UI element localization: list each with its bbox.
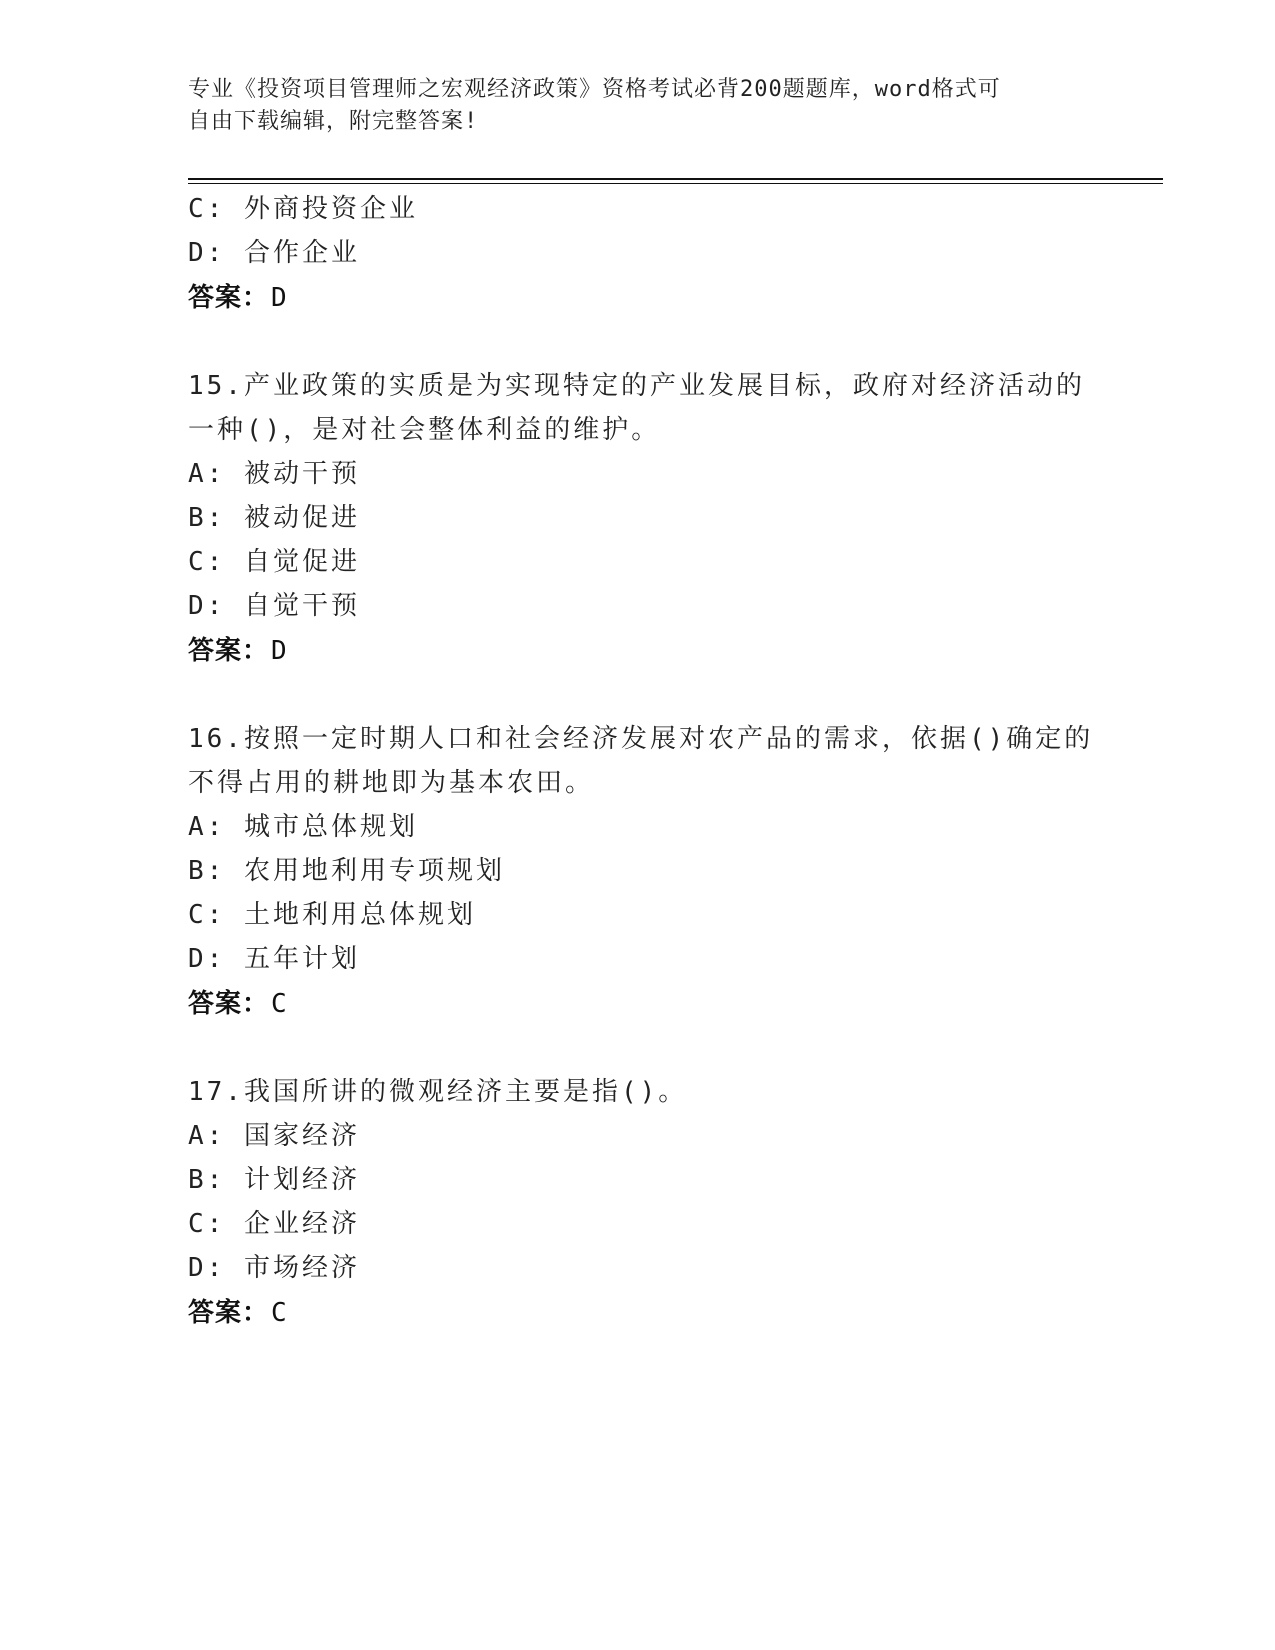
document-header: [188, 74, 1088, 138]
option-key: D:: [188, 591, 226, 621]
option-text: 五年计划: [243, 944, 360, 974]
question-stem: 15.产业政策的实质是为实现特定的产业发展目标，政府对经济活动的: [188, 371, 1085, 401]
answer-value: D: [271, 283, 287, 313]
option-b: [188, 501, 360, 535]
answer-value: C: [271, 989, 287, 1019]
option-b: [188, 854, 505, 888]
question-stem: 17.我国所讲的微观经济主要是指()。: [188, 1077, 688, 1107]
header-divider-thick: [188, 178, 1163, 180]
option-c: [188, 898, 476, 932]
answer-label: 答案：: [188, 283, 270, 313]
option-key: C:: [188, 194, 226, 224]
option-a: [188, 1119, 360, 1153]
option-c: [188, 192, 418, 226]
option-text: 国家经济: [243, 1121, 360, 1151]
answer-line: [188, 281, 287, 315]
option-key: A:: [188, 1121, 226, 1151]
option-text: 合作企业: [243, 238, 360, 268]
option-d: [188, 589, 360, 623]
header-line-1: 专业《投资项目管理师之宏观经济政策》资格考试必背200题题库，word格式可: [188, 77, 1001, 102]
option-text: 外商投资企业: [243, 194, 418, 224]
option-key: C:: [188, 1209, 226, 1239]
option-text: 自觉促进: [243, 547, 360, 577]
answer-label: 答案：: [188, 1298, 270, 1328]
option-key: B:: [188, 1165, 226, 1195]
answer-value: C: [271, 1298, 287, 1328]
header-divider-thin: [188, 183, 1163, 184]
option-key: B:: [188, 856, 226, 886]
option-key: D:: [188, 944, 226, 974]
question-stem: 16.按照一定时期人口和社会经济发展对农产品的需求，依据()确定的: [188, 724, 1094, 754]
option-text: 计划经济: [243, 1165, 360, 1195]
option-key: A:: [188, 459, 226, 489]
option-a: [188, 810, 418, 844]
question-stem-continued: 不得占用的耕地即为基本农田。: [188, 768, 595, 798]
option-key: D:: [188, 1253, 226, 1283]
option-d: [188, 236, 360, 270]
option-text: 土地利用总体规划: [243, 900, 476, 930]
question-stem-continued: 一种()，是对社会整体利益的维护。: [188, 415, 661, 445]
option-text: 自觉干预: [243, 591, 360, 621]
option-key: B:: [188, 503, 226, 533]
option-text: 被动促进: [243, 503, 360, 533]
option-b: [188, 1163, 360, 1197]
option-c: [188, 545, 360, 579]
option-d: [188, 1251, 360, 1285]
answer-line: [188, 1296, 287, 1330]
answer-label: 答案：: [188, 636, 270, 666]
answer-label: 答案：: [188, 989, 270, 1019]
option-text: 城市总体规划: [243, 812, 418, 842]
answer-value: D: [271, 636, 287, 666]
header-line-2: 自由下载编辑，附完整答案!: [188, 109, 479, 134]
option-key: C:: [188, 547, 226, 577]
option-key: A:: [188, 812, 226, 842]
option-text: 企业经济: [243, 1209, 360, 1239]
option-text: 农用地利用专项规划: [243, 856, 505, 886]
option-key: C:: [188, 900, 226, 930]
option-c: [188, 1207, 360, 1241]
option-text: 市场经济: [243, 1253, 360, 1283]
option-key: D:: [188, 238, 226, 268]
answer-line: [188, 987, 287, 1021]
option-a: [188, 457, 360, 491]
answer-line: [188, 634, 287, 668]
option-text: 被动干预: [243, 459, 360, 489]
option-d: [188, 942, 360, 976]
